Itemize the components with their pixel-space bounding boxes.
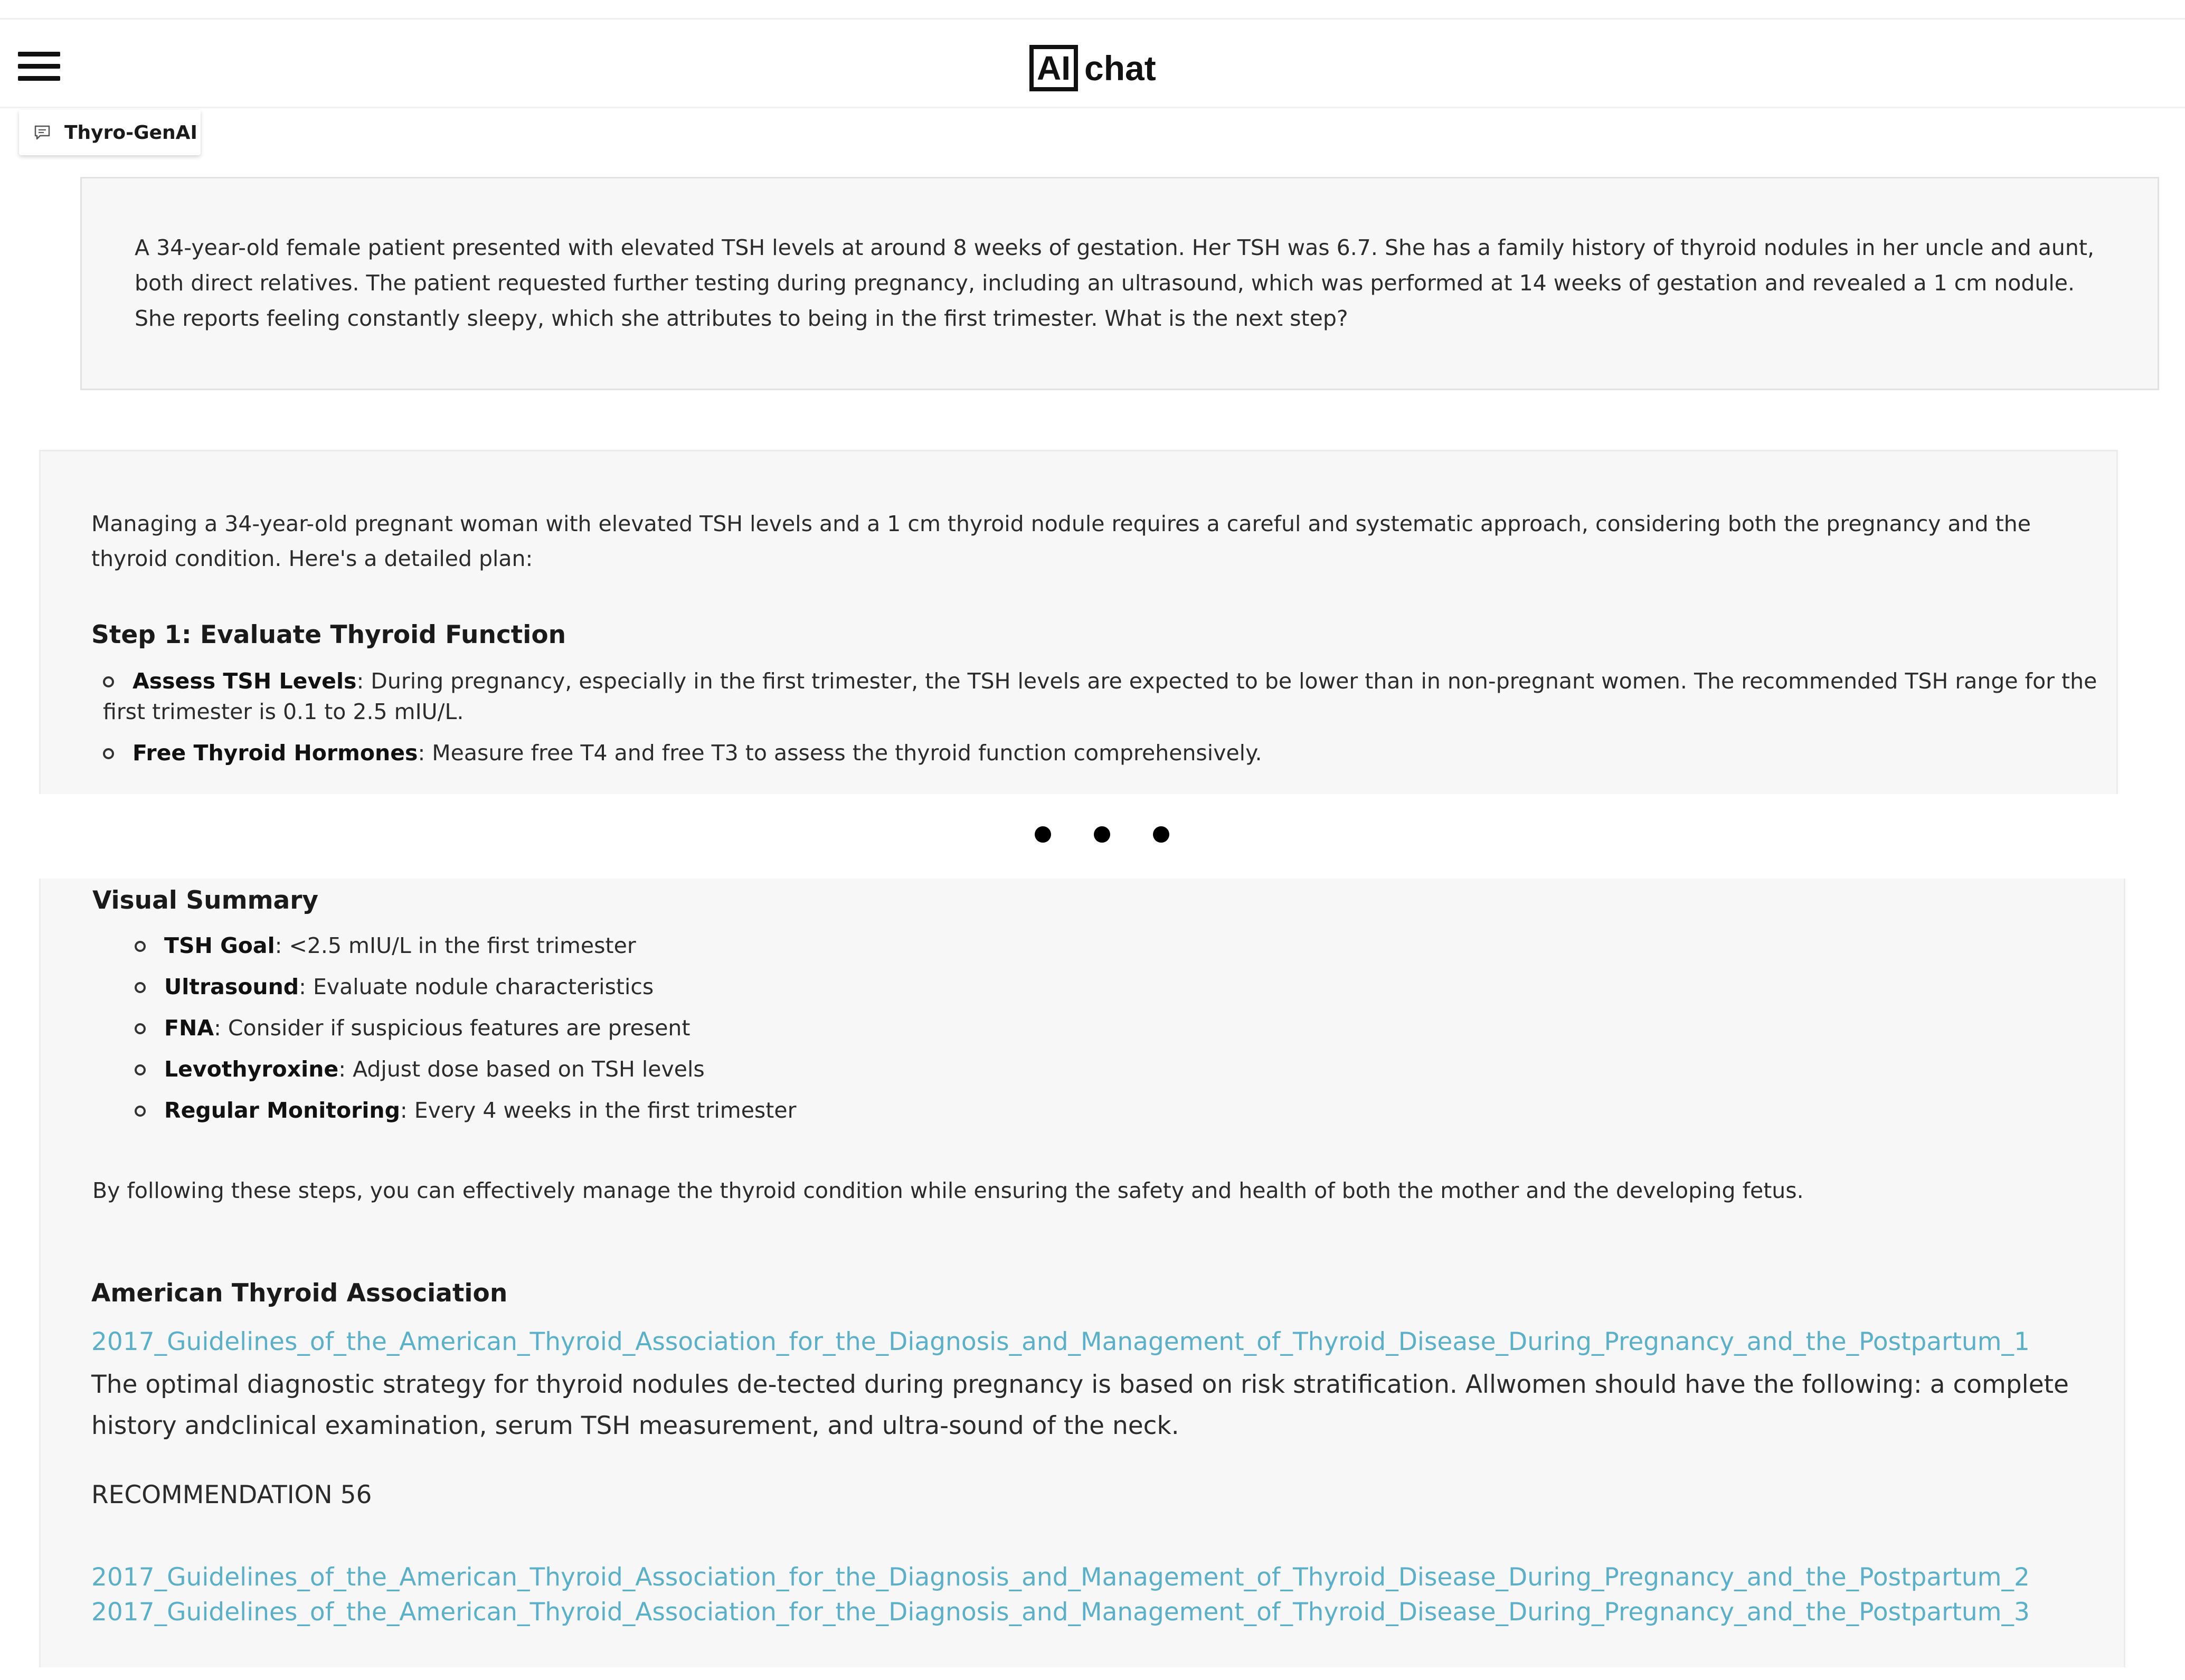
list-item [133, 738, 2107, 768]
list-item [164, 1013, 1748, 1043]
step-heading: Step 1: Evaluate Thyroid Function [91, 620, 566, 649]
chat-bubble-icon [34, 125, 51, 140]
logo-text: chat [1084, 49, 1156, 88]
top-divider [0, 18, 2185, 20]
source-link-2[interactable]: 2017_Guidelines_of_the_American_Thyroid_Association_for_the_Diagnosis_and_Management_of_Thyroid_Disease_During_Pregnancy_and_the_Postpartum_2 [91, 1563, 2030, 1592]
item-label: Levothyroxine [164, 1056, 339, 1082]
list-item [103, 666, 2107, 727]
item-text: : <2.5 mIU/L in the first trimester [275, 933, 636, 958]
item-label: Assess TSH Levels [133, 668, 357, 694]
recommendation-label: RECOMMENDATION 56 [91, 1480, 372, 1509]
list-item [164, 1095, 1748, 1126]
visual-summary-heading: Visual Summary [92, 886, 319, 915]
item-label: Regular Monitoring [164, 1098, 400, 1123]
user-message [80, 177, 2159, 390]
ellipsis-dot [1094, 826, 1110, 843]
source-link-3[interactable]: 2017_Guidelines_of_the_American_Thyroid_Association_for_the_Diagnosis_and_Management_of_Thyroid_Disease_During_Pregnancy_and_the_Postpartum_3 [91, 1598, 2030, 1627]
item-text: : Evaluate nodule characteristics [299, 974, 654, 999]
item-label: Free Thyroid Hormones [133, 740, 418, 766]
visual-summary-list [164, 930, 1748, 1136]
header-divider [0, 107, 2185, 108]
assistant-tag[interactable] [19, 110, 201, 155]
ellipsis-icon [1035, 826, 1172, 844]
menu-bar [18, 76, 60, 81]
assistant-answer [39, 450, 2118, 794]
answer-intro: Managing a 34-year-old pregnant woman with elevated TSH levels and a 1 cm thyroid nodule requires a careful and systematic approach, considering both the pregnancy and the thyroid condition. Here's a detailed plan: [91, 511, 2031, 571]
app-logo [1029, 39, 1156, 97]
source-title: American Thyroid Association [91, 1279, 508, 1308]
item-text: : Measure free T4 and free T3 to assess the thyroid function comprehensively. [418, 740, 1262, 766]
item-label: TSH Goal [164, 933, 275, 958]
list-item [164, 1054, 1748, 1084]
menu-bar [18, 64, 60, 69]
item-text: : Every 4 weeks in the first trimester [400, 1098, 797, 1123]
ellipsis-dot [1035, 826, 1051, 843]
step-list [103, 666, 2107, 768]
answer-closing: By following these steps, you can effectively manage the thyroid condition while ensuring the safety and health of both the mother and the developing fetus. [92, 1178, 1804, 1203]
item-label: FNA [164, 1015, 214, 1041]
list-item [164, 930, 1748, 961]
ellipsis-dot [1153, 826, 1169, 843]
source-link-1[interactable]: 2017_Guidelines_of_the_American_Thyroid_Association_for_the_Diagnosis_and_Management_of_Thyroid_Disease_During_Pregnancy_and_the_Postpartum_1 [91, 1327, 2030, 1356]
item-text: : Adjust dose based on TSH levels [338, 1056, 705, 1082]
assistant-tag-label: Thyro-GenAI [64, 121, 197, 144]
menu-bar [18, 52, 60, 56]
list-item [164, 971, 1748, 1002]
hamburger-menu-icon[interactable] [18, 49, 60, 84]
source-excerpt: The optimal diagnostic strategy for thyroid nodules de-tected during pregnancy is based on risk stratification. Allwomen should have the following: a complete history andclinical examination, serum TSH measurement, and ultra-sound of the neck. [91, 1370, 2069, 1440]
logo-box: AI [1029, 45, 1078, 91]
assistant-answer-continued [39, 879, 2125, 1667]
user-message-text: A 34-year-old female patient presented with elevated TSH levels at around 8 weeks of gestation. Her TSH was 6.7. She has a family history of thyroid nodules in her uncle and aunt, both direct relatives. The patient requested further testing during pregnancy, including an ultrasound, which was performed at 14 weeks of gestation and revealed a 1 cm nodule. She reports feeling constantly sleepy, which she attributes to being in the first trimester. What is the next step? [135, 235, 2095, 331]
item-label: Ultrasound [164, 974, 299, 999]
item-text: : During pregnancy, especially in the first trimester, the TSH levels are expected to be lower than in non-pregnant women. The recommended TSH range for the first trimester is 0.1 to 2.5 mIU/L. [103, 668, 2097, 724]
item-text: : Consider if suspicious features are present [214, 1015, 691, 1041]
